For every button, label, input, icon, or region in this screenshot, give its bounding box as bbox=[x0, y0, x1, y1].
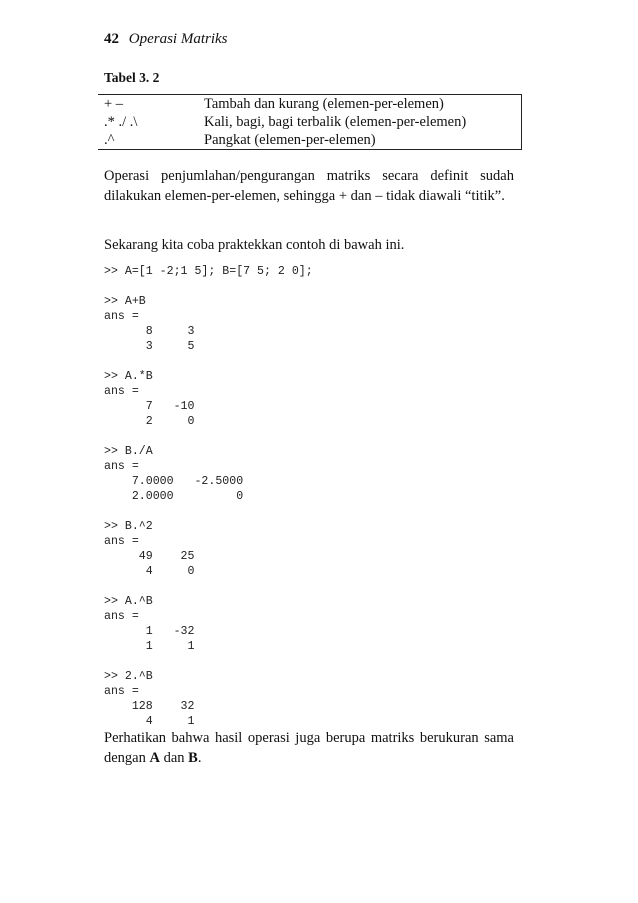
page-header bbox=[104, 31, 228, 48]
code-line: ans = bbox=[104, 685, 139, 698]
paragraph-conclusion bbox=[104, 728, 514, 768]
code-line: >> B./A bbox=[104, 445, 153, 458]
code-block bbox=[104, 264, 313, 279]
code-line: >> B.^2 bbox=[104, 520, 153, 533]
table-row bbox=[98, 113, 522, 131]
code-line: >> 2.^B bbox=[104, 670, 153, 683]
operator-table bbox=[98, 94, 522, 150]
code-line: ans = bbox=[104, 385, 139, 398]
code-block bbox=[104, 444, 313, 504]
code-line: 7 -10 bbox=[104, 400, 195, 413]
code-listing bbox=[104, 264, 313, 729]
code-line: 3 5 bbox=[104, 340, 195, 353]
code-line: ans = bbox=[104, 610, 139, 623]
code-line: >> A.^B bbox=[104, 595, 153, 608]
code-block bbox=[104, 369, 313, 429]
code-line: ans = bbox=[104, 535, 139, 548]
description-cell: Tambah dan kurang (elemen-per-elemen) bbox=[204, 96, 444, 112]
paragraph-example-intro: Sekarang kita coba praktekkan contoh di bawah ini. bbox=[104, 237, 405, 253]
code-block bbox=[104, 594, 313, 654]
code-line: >> A=[1 -2;1 5]; B=[7 5; 2 0]; bbox=[104, 265, 313, 278]
conclusion-text-before: Perhatikan bahwa hasil operasi juga berupa matriks berukuran sama dengan bbox=[104, 730, 514, 766]
code-line: 49 25 bbox=[104, 550, 195, 563]
operator-cell: .^ bbox=[104, 132, 115, 148]
code-line: 128 32 bbox=[104, 700, 195, 713]
code-line: >> A+B bbox=[104, 295, 146, 308]
code-line: 4 1 bbox=[104, 715, 195, 728]
code-block bbox=[104, 669, 313, 729]
chapter-title: Operasi Matriks bbox=[128, 31, 228, 47]
conclusion-text-mid: dan bbox=[159, 750, 189, 766]
page-number: 42 bbox=[104, 31, 119, 47]
description-cell: Pangkat (elemen-per-elemen) bbox=[204, 132, 376, 148]
matrix-b-label: B bbox=[188, 750, 198, 766]
conclusion-text-after: . bbox=[197, 750, 202, 766]
code-line: 1 1 bbox=[104, 640, 195, 653]
code-line: 2 0 bbox=[104, 415, 195, 428]
table-row bbox=[98, 131, 522, 150]
paragraph-element-wise: Operasi penjumlahan/pengurangan matriks secara definit sudah dilakukan elemen-per-elemen, sehingga + dan – tidak diawali “titik”. bbox=[104, 168, 514, 204]
code-line: 8 3 bbox=[104, 325, 195, 338]
code-line: 1 -32 bbox=[104, 625, 195, 638]
table-row bbox=[98, 95, 522, 114]
code-line: 4 0 bbox=[104, 565, 195, 578]
table-caption: Tabel 3. 2 bbox=[104, 70, 160, 85]
matrix-a-label: A bbox=[149, 750, 160, 766]
code-line: ans = bbox=[104, 460, 139, 473]
code-line: ans = bbox=[104, 310, 139, 323]
operator-cell: .* ./ .\ bbox=[104, 114, 138, 130]
code-block bbox=[104, 294, 313, 354]
description-cell: Kali, bagi, bagi terbalik (elemen-per-elemen) bbox=[204, 114, 467, 130]
operator-cell: + – bbox=[104, 96, 124, 112]
code-line: >> A.*B bbox=[104, 370, 153, 383]
code-line: 2.0000 0 bbox=[104, 490, 244, 503]
code-line: 7.0000 -2.5000 bbox=[104, 475, 244, 488]
code-block bbox=[104, 519, 313, 579]
